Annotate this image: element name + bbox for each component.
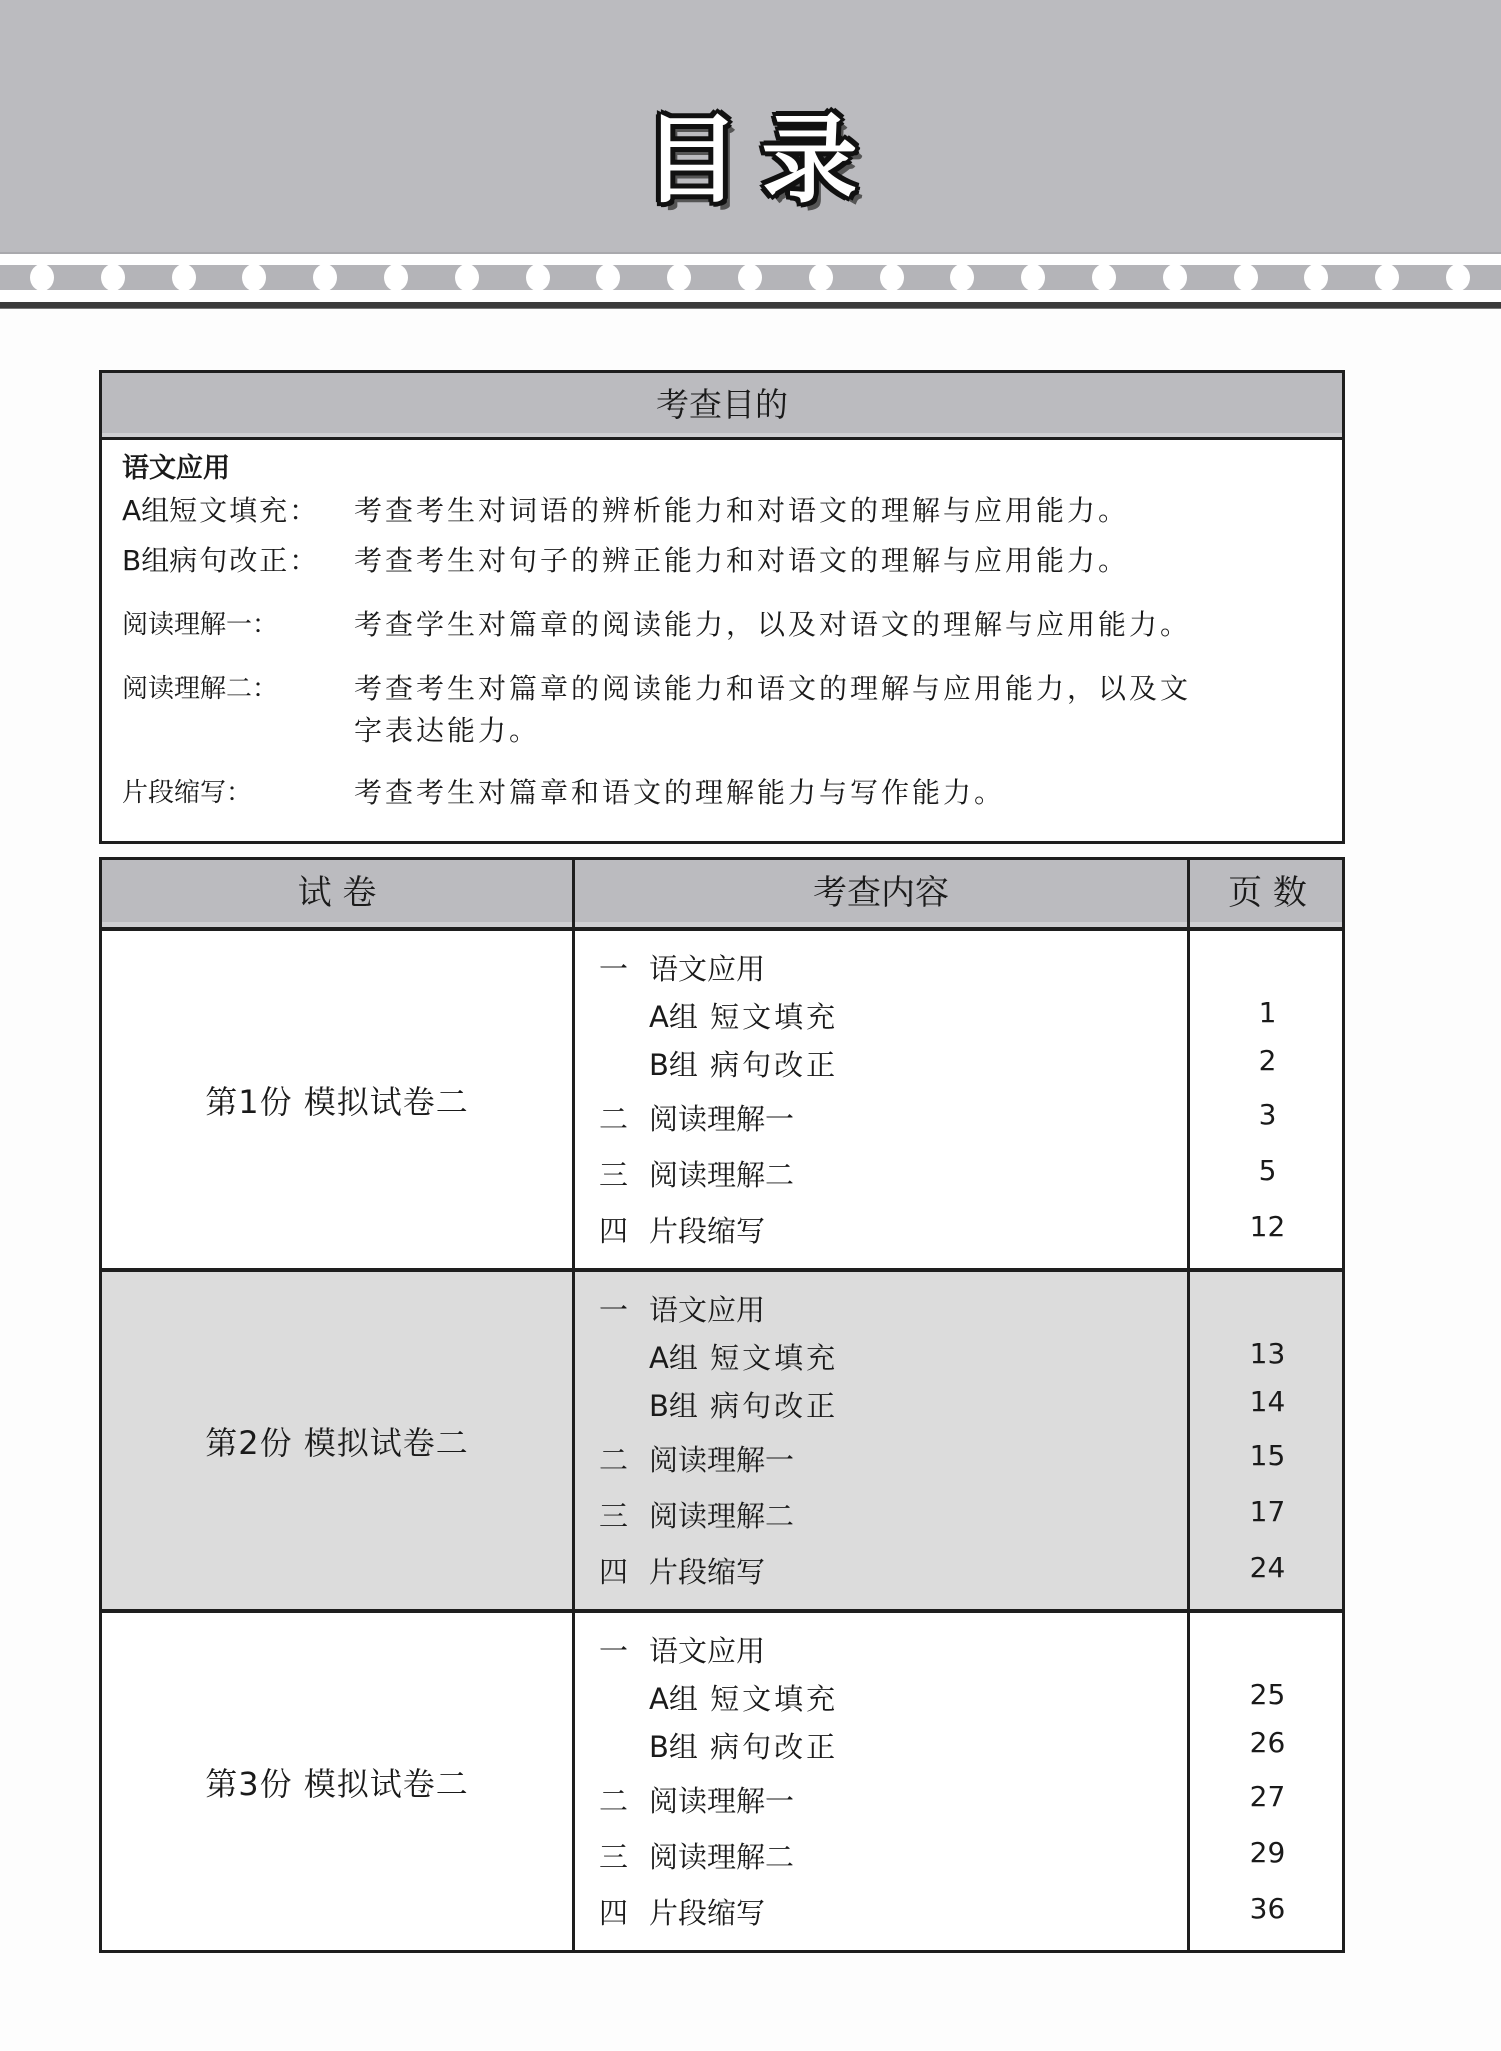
toc-item[interactable] [599, 1779, 794, 1820]
item-label: 阅读理解二 [649, 1840, 795, 1874]
item-number: 三 [599, 1499, 629, 1533]
toc-subitem[interactable] [649, 1043, 838, 1084]
purpose-label-text: 病句改正： [169, 544, 320, 577]
item-label: 病句改正 [710, 1389, 839, 1423]
toc-item[interactable] [599, 1891, 765, 1932]
pages-cell [1190, 1272, 1345, 1609]
content-cell [575, 1613, 1190, 1950]
group-label: A组 [122, 494, 170, 527]
group-label: B组 [122, 544, 170, 577]
decorative-dot [667, 265, 691, 290]
decorative-dot [526, 265, 550, 290]
page-number[interactable]: 24 [1249, 1551, 1286, 1584]
decorative-dot [1375, 265, 1399, 290]
purpose-row [122, 492, 1342, 542]
decorative-dot [1163, 265, 1187, 290]
purpose-body [102, 440, 1342, 818]
page-number[interactable]: 13 [1249, 1337, 1286, 1370]
toc-item[interactable] [599, 1629, 765, 1670]
page-number[interactable]: 36 [1249, 1892, 1286, 1925]
page-number[interactable]: 17 [1249, 1495, 1286, 1528]
purpose-section-title: 语文应用 [122, 453, 230, 484]
purpose-label: 阅读理解二： [122, 674, 279, 704]
toc-item[interactable] [599, 1494, 794, 1535]
toc-item[interactable] [599, 1438, 794, 1479]
banner-rule [0, 302, 1501, 309]
toc-item[interactable] [599, 1209, 765, 1250]
toc-subitem[interactable] [649, 1336, 838, 1377]
page-number[interactable]: 15 [1249, 1439, 1286, 1472]
item-label: 语文应用 [649, 952, 766, 986]
purpose-label: 阅读理解一： [122, 610, 279, 640]
decorative-dot [1092, 265, 1116, 290]
content-cell [575, 931, 1190, 1268]
purpose-row [122, 542, 1342, 606]
purpose-row-continuation [122, 712, 1342, 774]
purpose-label: 片段缩写： [122, 778, 253, 808]
decorative-dot [242, 265, 266, 290]
page-number[interactable]: 25 [1249, 1678, 1286, 1711]
decorative-dot [1304, 265, 1328, 290]
toc-subitem[interactable] [649, 1725, 838, 1766]
toc-subitem[interactable] [649, 1384, 838, 1425]
decorative-dot [738, 265, 762, 290]
toc-item[interactable] [599, 1153, 794, 1194]
decorative-dot [880, 265, 904, 290]
item-number: 三 [599, 1840, 629, 1874]
group-label: B组 [649, 1048, 698, 1082]
item-label: 片段缩写 [649, 1214, 766, 1248]
column-header-pages: 页 数 [1228, 873, 1307, 913]
item-label: 短文填充 [710, 1000, 839, 1034]
toc-subitem[interactable] [649, 995, 838, 1036]
paper-name: 第3份 模拟试卷二 [102, 1613, 575, 1950]
decorative-dot [455, 265, 479, 290]
toc-item[interactable] [599, 1835, 794, 1876]
item-number: 一 [599, 952, 629, 986]
toc-header-row [102, 860, 1342, 931]
item-label: 病句改正 [710, 1048, 839, 1082]
paper-name: 第2份 模拟试卷二 [102, 1272, 575, 1609]
content-cell [575, 1272, 1190, 1609]
purpose-text: 考查学生对篇章的阅读能力，以及对语文的理解与应用能力。 [354, 608, 1192, 641]
item-label: 片段缩写 [649, 1896, 766, 1930]
page-number[interactable]: 27 [1249, 1780, 1286, 1813]
decorative-dot [384, 265, 408, 290]
item-number: 一 [599, 1634, 629, 1668]
banner-divider [0, 254, 1501, 265]
item-number: 一 [599, 1293, 629, 1327]
decorative-dot [1234, 265, 1258, 290]
toc-item[interactable] [599, 1097, 794, 1138]
toc-item[interactable] [599, 947, 765, 988]
group-label: B组 [649, 1389, 698, 1423]
purpose-text: 考查考生对句子的辨正能力和对语文的理解与应用能力。 [354, 544, 1130, 577]
paper-name: 第1份 模拟试卷二 [102, 931, 575, 1268]
decorative-dot [30, 265, 54, 290]
item-label: 阅读理解二 [649, 1499, 795, 1533]
item-label: 阅读理解一 [649, 1784, 795, 1818]
table-row [102, 1613, 1342, 1950]
item-label: 阅读理解二 [649, 1158, 795, 1192]
page-number[interactable]: 12 [1249, 1210, 1286, 1243]
page-number[interactable]: 1 [1258, 996, 1277, 1029]
table-row [102, 1272, 1342, 1613]
purpose-header: 考查目的 [102, 373, 1342, 440]
item-label: 短文填充 [710, 1341, 839, 1375]
toc-subitem[interactable] [649, 1677, 838, 1718]
item-number: 二 [599, 1784, 629, 1818]
page-number[interactable]: 3 [1258, 1098, 1277, 1131]
item-number: 三 [599, 1158, 629, 1192]
decorative-dot [313, 265, 337, 290]
item-label: 病句改正 [710, 1730, 839, 1764]
group-label: B组 [649, 1730, 698, 1764]
purpose-label-text: 短文填充： [169, 494, 320, 527]
item-label: 短文填充 [710, 1682, 839, 1716]
purpose-label [122, 542, 354, 606]
purpose-row [122, 606, 1342, 670]
title-banner [0, 0, 1501, 254]
item-number: 二 [599, 1443, 629, 1477]
item-label: 阅读理解一 [649, 1443, 795, 1477]
banner-divider [0, 290, 1501, 302]
page-number[interactable]: 29 [1249, 1836, 1286, 1869]
purpose-label [122, 492, 354, 542]
toc-item[interactable] [599, 1288, 765, 1329]
item-number: 四 [599, 1896, 629, 1930]
purpose-text: 字表达能力。 [354, 714, 541, 747]
item-number: 四 [599, 1555, 629, 1589]
pages-cell [1190, 1613, 1345, 1950]
pages-cell [1190, 931, 1345, 1268]
purpose-text: 考查考生对篇章和语文的理解能力与写作能力。 [354, 776, 1006, 809]
decorative-dot [809, 265, 833, 290]
group-label: A组 [649, 1341, 698, 1375]
page-number[interactable]: 14 [1249, 1385, 1286, 1418]
purpose-text: 考查考生对词语的辨析能力和对语文的理解与应用能力。 [354, 494, 1130, 527]
group-label: A组 [649, 1682, 698, 1716]
column-header-content: 考查内容 [575, 860, 1190, 927]
page-number[interactable]: 5 [1258, 1154, 1277, 1187]
purpose-row [122, 774, 1342, 818]
decorative-dot [950, 265, 974, 290]
toc-table [99, 857, 1345, 1953]
decorative-dot-band [0, 265, 1501, 290]
table-row [102, 931, 1342, 1272]
item-number: 二 [599, 1102, 629, 1136]
decorative-dot [1446, 265, 1470, 290]
page-number[interactable]: 2 [1258, 1044, 1277, 1077]
purpose-box [99, 370, 1345, 844]
item-label: 阅读理解一 [649, 1102, 795, 1136]
purpose-text: 考查考生对篇章的阅读能力和语文的理解与应用能力，以及文 [354, 672, 1192, 705]
item-label: 片段缩写 [649, 1555, 766, 1589]
toc-item[interactable] [599, 1550, 765, 1591]
decorative-dot [172, 265, 196, 290]
group-label: A组 [649, 1000, 698, 1034]
page-number[interactable]: 26 [1249, 1726, 1286, 1759]
purpose-row [122, 670, 1342, 712]
decorative-dot [1021, 265, 1045, 290]
item-number: 四 [599, 1214, 629, 1248]
page-title: 目录 [643, 104, 880, 216]
item-label: 语文应用 [649, 1293, 766, 1327]
decorative-dot [101, 265, 125, 290]
item-label: 语文应用 [649, 1634, 766, 1668]
column-header-paper: 试 卷 [102, 860, 575, 927]
decorative-dot [596, 265, 620, 290]
